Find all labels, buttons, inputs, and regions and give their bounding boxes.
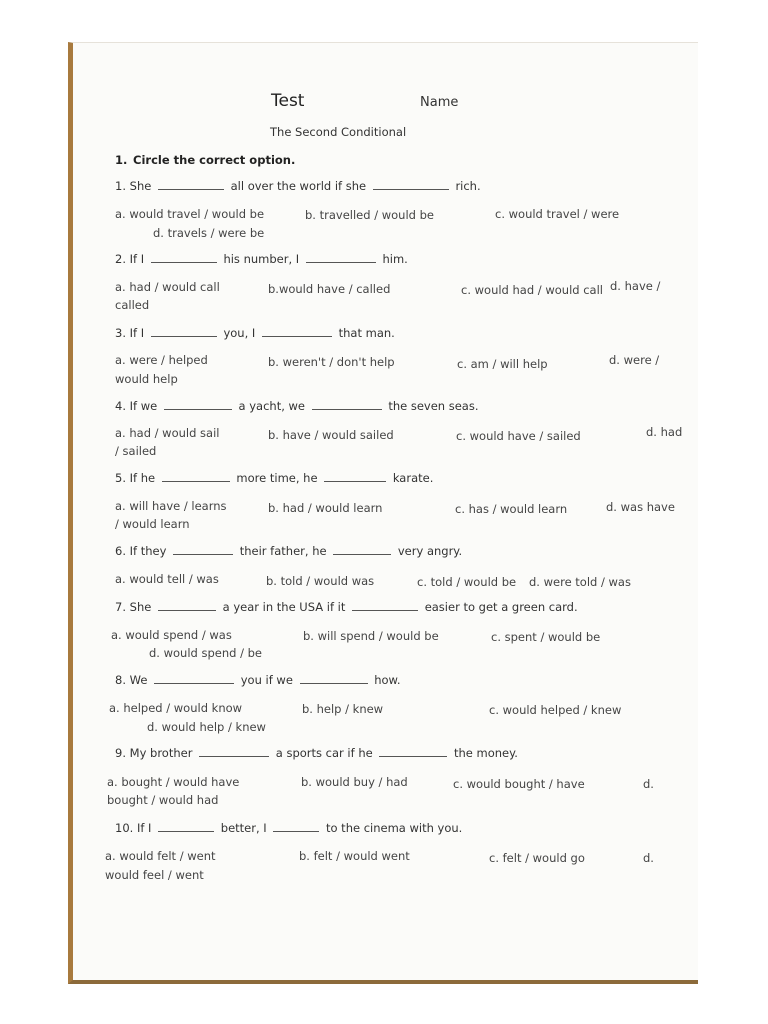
- question-text-part: better, I: [220, 821, 267, 835]
- question-text-part: If they: [129, 544, 167, 558]
- option-b: b. help / knew: [302, 702, 384, 716]
- option-a: a. would travel / would be: [115, 207, 265, 221]
- option-d: d. was have: [606, 500, 675, 514]
- answer-blank: [312, 399, 382, 410]
- question-number: 1.: [115, 179, 126, 193]
- question-text-part: She: [129, 179, 152, 193]
- name-label: Name: [420, 95, 459, 110]
- question-number: 3.: [115, 326, 126, 340]
- worksheet-page: [68, 42, 698, 984]
- option-b: b. would buy / had: [301, 775, 408, 789]
- option-b: b. travelled / would be: [305, 208, 434, 222]
- option-b: b. have / would sailed: [268, 428, 394, 442]
- option-d: d.: [643, 777, 654, 791]
- option-d: d. were told / was: [529, 575, 631, 589]
- question-7: [115, 600, 578, 614]
- question-text-part: She: [129, 600, 152, 614]
- option-b: b. weren't / don't help: [268, 355, 395, 369]
- question-text-part: If I: [129, 326, 145, 340]
- answer-blank: [158, 600, 216, 611]
- question-text-part: karate.: [392, 471, 434, 485]
- question-text-part: to the cinema with you.: [325, 821, 463, 835]
- question-text-part: a yacht, we: [238, 399, 305, 413]
- question-text-part: that man.: [338, 326, 395, 340]
- question-text-part: all over the world if she: [230, 179, 367, 193]
- option-c: c. am / will help: [457, 357, 548, 371]
- page-title: Test: [271, 91, 305, 111]
- option-c: c. told / would be: [417, 575, 517, 589]
- option-b: b.would have / called: [268, 282, 391, 296]
- page-subtitle: The Second Conditional: [270, 125, 407, 139]
- question-number: 4.: [115, 399, 126, 413]
- option-d: d. had: [646, 425, 683, 439]
- option-a: a. would spend / was: [111, 628, 232, 642]
- option-b: b. felt / would went: [299, 849, 410, 863]
- option-c: c. would bought / have: [453, 777, 585, 791]
- option-c: c. would had / would call: [461, 283, 603, 297]
- question-10: [115, 821, 462, 835]
- question-text-part: If we: [129, 399, 158, 413]
- answer-blank: [151, 252, 217, 263]
- answer-blank: [262, 326, 332, 337]
- answer-blank: [164, 399, 232, 410]
- question-3: [115, 326, 395, 340]
- question-6: [115, 544, 462, 558]
- question-4: [115, 399, 479, 413]
- option-c: c. spent / would be: [491, 630, 601, 644]
- question-number: 9.: [115, 746, 126, 760]
- question-number: 2.: [115, 252, 126, 266]
- question-text-part: We: [129, 673, 148, 687]
- question-text-part: very angry.: [397, 544, 463, 558]
- option-d: d.: [643, 851, 654, 865]
- instruction-number: 1.: [115, 153, 128, 167]
- option-d: d. have /: [610, 279, 661, 293]
- option-a: a. bought / would have: [107, 775, 240, 789]
- option-b: b. will spend / would be: [303, 629, 439, 643]
- question-text-part: how.: [374, 673, 401, 687]
- answer-blank: [324, 471, 386, 482]
- option-a: a. had / would sail: [115, 426, 220, 440]
- option-d-continued: / would learn: [115, 517, 190, 531]
- question-text-part: you if we: [240, 673, 293, 687]
- question-text-part: a sports car if he: [275, 746, 373, 760]
- option-a: a. would tell / was: [115, 572, 219, 586]
- question-text-part: more time, he: [236, 471, 318, 485]
- question-2: [115, 252, 408, 266]
- answer-blank: [352, 600, 418, 611]
- option-c: c. would have / sailed: [456, 429, 581, 443]
- question-text-part: If I: [136, 821, 152, 835]
- answer-blank: [300, 673, 368, 684]
- option-c: c. felt / would go: [489, 851, 585, 865]
- question-text-part: easier to get a green card.: [424, 600, 578, 614]
- answer-blank: [199, 746, 269, 757]
- answer-blank: [151, 326, 217, 337]
- option-d: d. would help / knew: [147, 720, 266, 734]
- option-d-continued: / sailed: [115, 444, 157, 458]
- question-text-part: rich.: [455, 179, 481, 193]
- question-text-part: his number, I: [223, 252, 300, 266]
- question-1: [115, 179, 481, 193]
- question-text-part: him.: [382, 252, 408, 266]
- option-a: a. were / helped: [115, 353, 208, 367]
- answer-blank: [273, 821, 319, 832]
- question-text-part: If he: [129, 471, 156, 485]
- answer-blank: [162, 471, 230, 482]
- option-d: d. travels / were be: [153, 226, 265, 240]
- answer-blank: [333, 544, 391, 555]
- question-number: 5.: [115, 471, 126, 485]
- answer-blank: [306, 252, 376, 263]
- question-number: 10.: [115, 821, 134, 835]
- answer-blank: [158, 821, 214, 832]
- option-a: a. will have / learns: [115, 499, 227, 513]
- option-c: c. has / would learn: [455, 502, 568, 516]
- question-text-part: you, I: [223, 326, 256, 340]
- option-a: a. would felt / went: [105, 849, 216, 863]
- option-d: d. would spend / be: [149, 646, 263, 660]
- question-text-part: My brother: [129, 746, 193, 760]
- answer-blank: [373, 179, 449, 190]
- option-d-continued: would feel / went: [105, 868, 204, 882]
- option-b: b. told / would was: [266, 574, 375, 588]
- answer-blank: [158, 179, 224, 190]
- question-number: 7.: [115, 600, 126, 614]
- option-a: a. helped / would know: [109, 701, 243, 715]
- question-text-part: a year in the USA if it: [222, 600, 346, 614]
- option-d-continued: bought / would had: [107, 793, 219, 807]
- question-text-part: their father, he: [239, 544, 327, 558]
- question-text-part: the money.: [454, 746, 518, 760]
- option-a: a. had / would call: [115, 280, 220, 294]
- question-number: 8.: [115, 673, 126, 687]
- option-d-continued: would help: [115, 372, 178, 386]
- answer-blank: [173, 544, 233, 555]
- answer-blank: [379, 746, 447, 757]
- instruction: [115, 153, 295, 167]
- option-c: c. would helped / knew: [489, 703, 622, 717]
- option-d-continued: called: [115, 298, 150, 312]
- instruction-text: Circle the correct option.: [133, 153, 296, 167]
- question-text-part: the seven seas.: [388, 399, 479, 413]
- option-b: b. had / would learn: [268, 501, 383, 515]
- answer-blank: [154, 673, 234, 684]
- option-c: c. would travel / were: [495, 207, 620, 221]
- question-8: [115, 673, 401, 687]
- question-9: [115, 746, 518, 760]
- option-d: d. were /: [609, 353, 660, 367]
- question-text-part: If I: [129, 252, 145, 266]
- question-number: 6.: [115, 544, 126, 558]
- question-5: [115, 471, 433, 485]
